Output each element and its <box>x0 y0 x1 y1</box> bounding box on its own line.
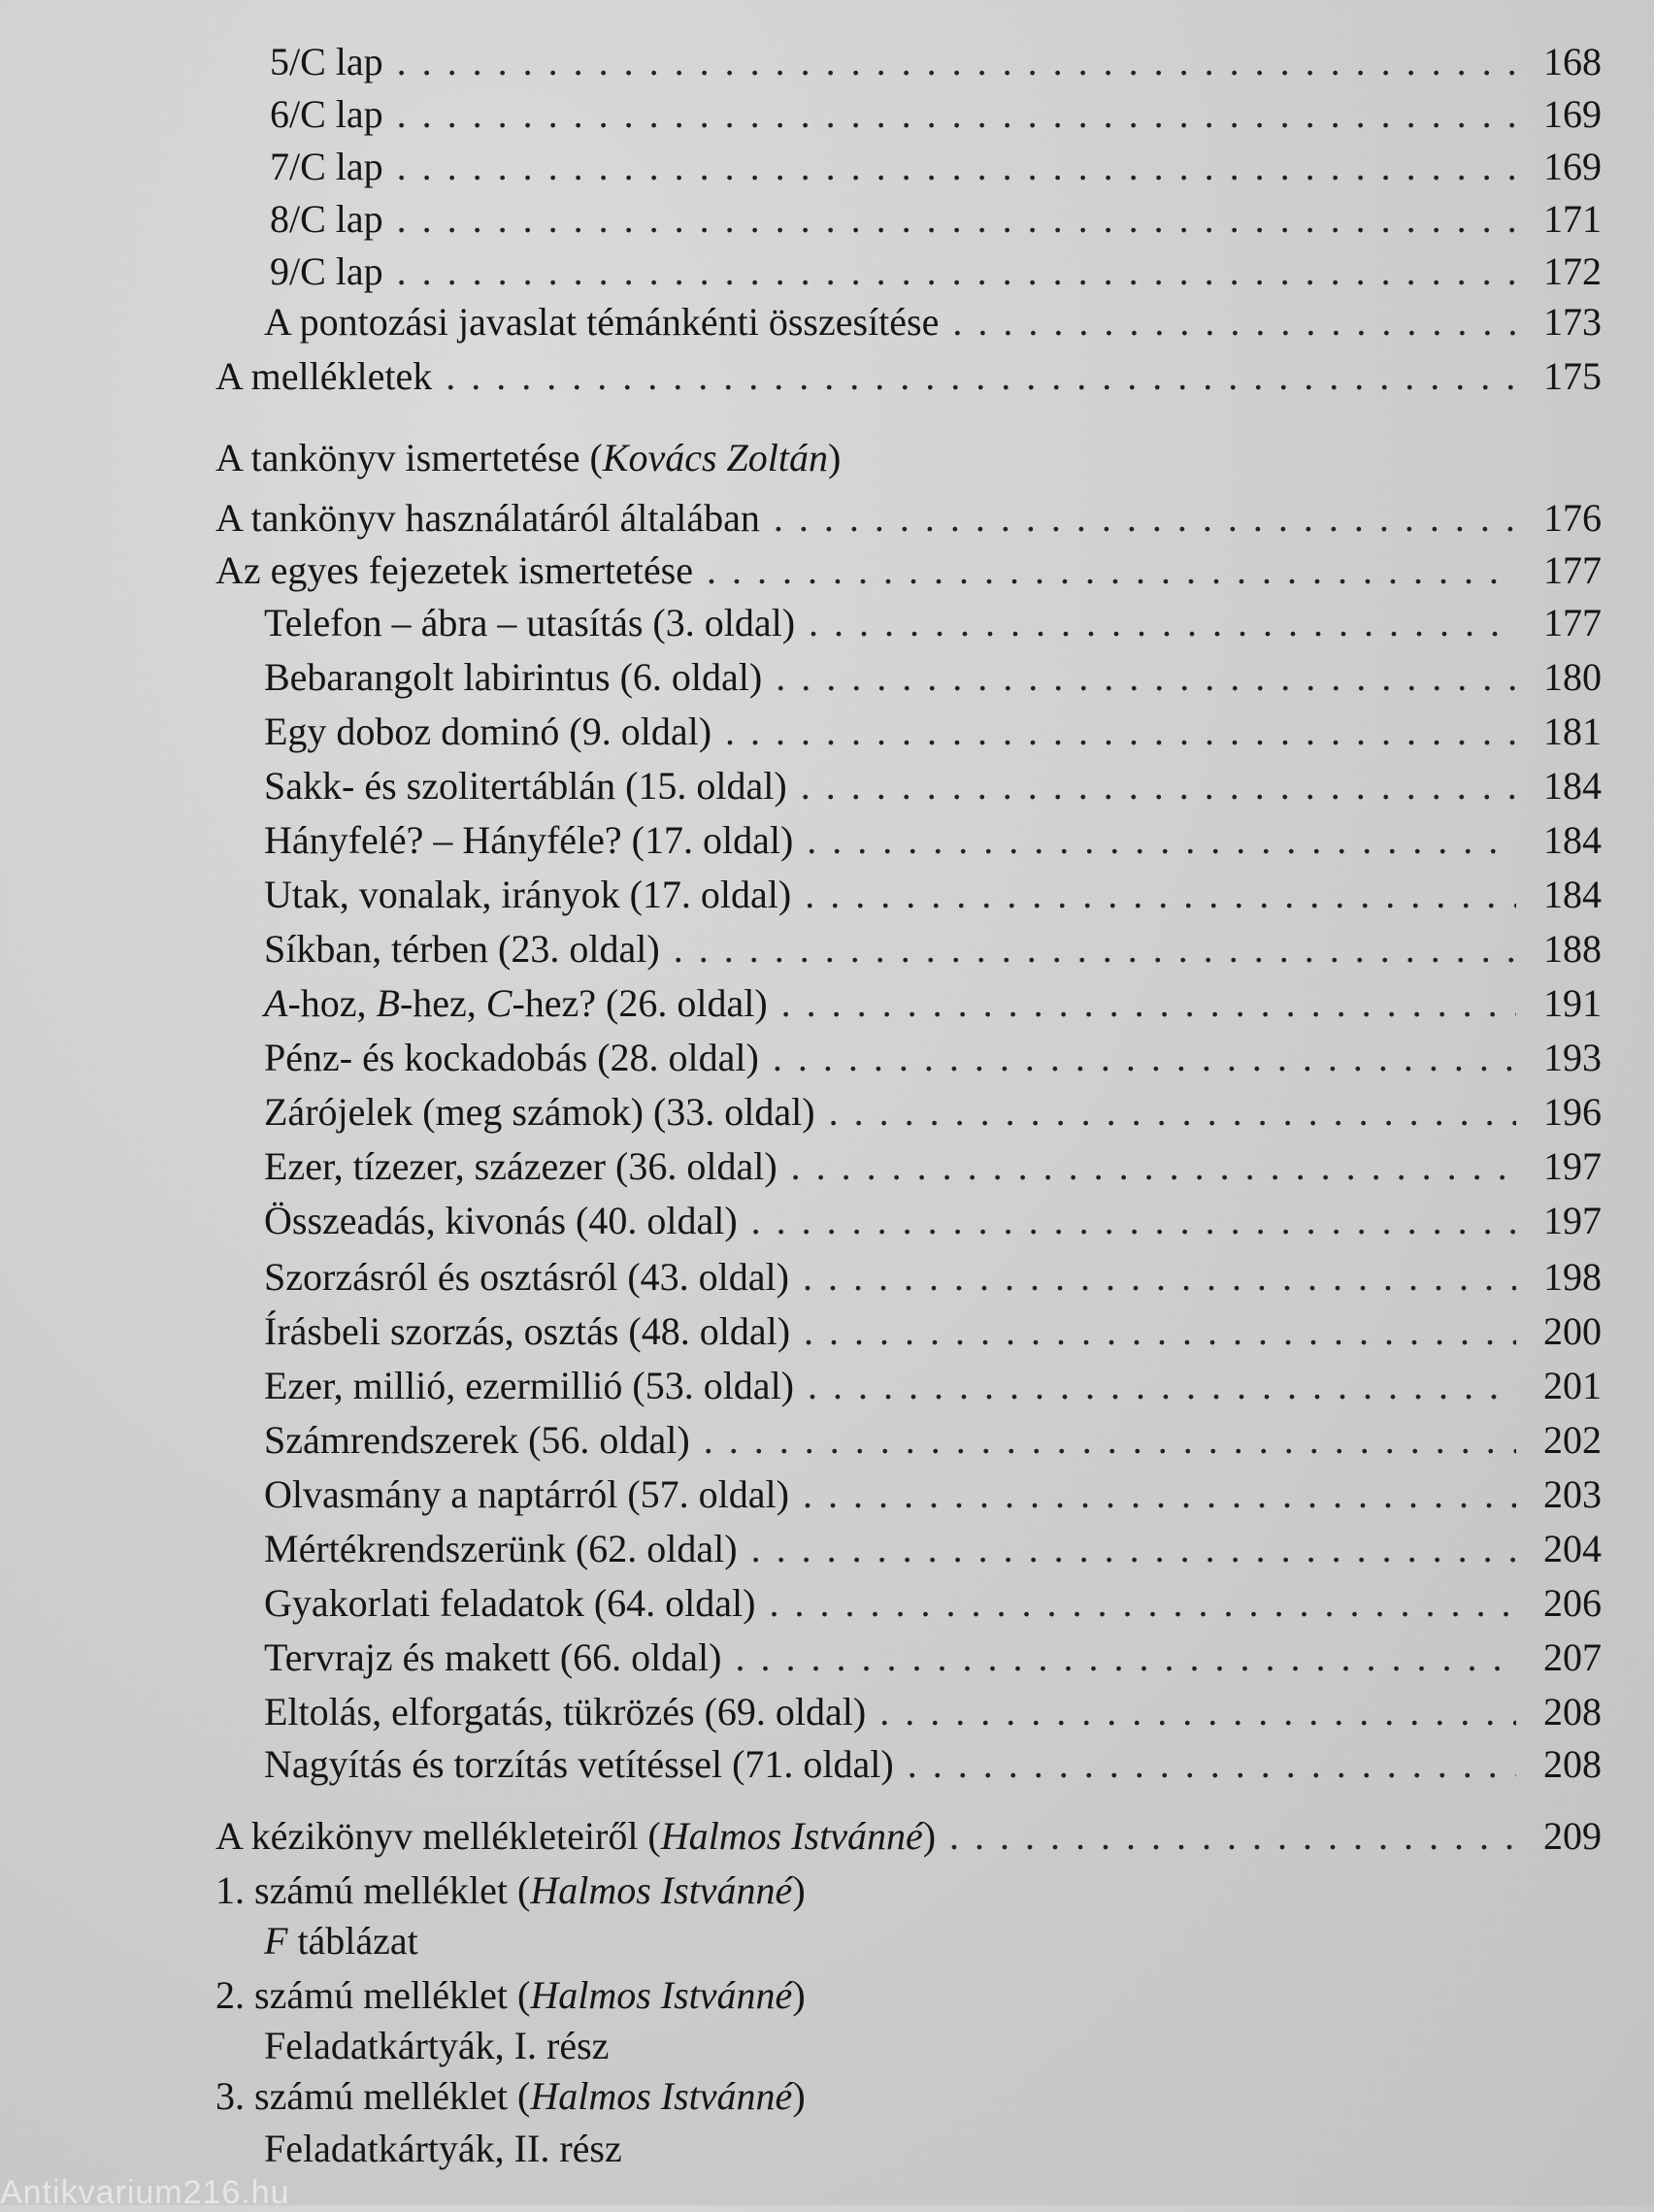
toc-entry <box>215 493 1602 544</box>
dot-leader <box>908 1739 1516 1790</box>
toc-entry <box>264 1361 1602 1411</box>
toc-entry-page: 191 <box>1543 981 1602 1025</box>
toc-entry-page: 204 <box>1543 1527 1602 1570</box>
toc-entry <box>264 1578 1602 1629</box>
toc-entry <box>215 351 1602 402</box>
dot-leader <box>781 978 1516 1029</box>
toc-entry-page: 168 <box>1543 40 1602 83</box>
toc-entry-label: Feladatkártyák, I. rész <box>264 2024 610 2067</box>
toc-entry <box>264 1306 1602 1357</box>
dot-leader <box>446 351 1516 402</box>
toc-entry <box>264 1469 1602 1520</box>
toc-entry-label: A tankönyv ismertetése (Kovács Zoltán) <box>215 436 842 479</box>
toc-entry <box>264 1739 1602 1790</box>
author-name: Halmos Istvánné <box>660 1814 923 1858</box>
dot-leader <box>735 1633 1516 1683</box>
toc-entry-label: Olvasmány a naptárról (57. oldal) <box>264 1472 789 1516</box>
toc-entry-page: 209 <box>1543 1814 1602 1858</box>
toc-entry-label: Pénz- és kockadobás (28. oldal) <box>264 1036 759 1079</box>
dot-leader <box>707 545 1516 596</box>
toc-entry <box>215 545 1602 596</box>
toc-entry-label: Zárójelek (meg számok) (33. oldal) <box>264 1090 815 1134</box>
toc-entry-page: 208 <box>1543 1742 1602 1786</box>
toc-entry <box>270 89 1602 140</box>
dot-leader <box>952 297 1516 347</box>
toc-entry-page: 177 <box>1543 548 1602 592</box>
toc-entry-page: 207 <box>1543 1635 1602 1679</box>
toc-entry <box>264 1252 1602 1303</box>
dot-leader <box>397 142 1516 192</box>
dot-leader <box>397 37 1516 87</box>
dot-leader <box>803 1469 1516 1520</box>
toc-entry-label: A mellékletek <box>215 354 433 398</box>
dot-leader <box>769 1578 1516 1629</box>
author-name: Halmos Istvánné <box>530 1868 793 1912</box>
toc-entry-label: Összeadás, kivonás (40. oldal) <box>264 1199 738 1242</box>
toc-entry-page: 197 <box>1543 1199 1602 1242</box>
toc-entry-label: 3. számú melléklet (Halmos Istvánné) <box>215 2074 806 2118</box>
dot-leader <box>751 1196 1516 1246</box>
toc-entry-label: A pontozási javaslat témánkénti összesítése <box>264 300 940 344</box>
dot-leader <box>808 1361 1516 1411</box>
toc-entry-page: 169 <box>1543 92 1602 136</box>
dot-leader <box>791 1141 1516 1192</box>
toc-entry <box>264 978 1602 1029</box>
dot-leader <box>774 493 1516 544</box>
toc-entry-label: Ezer, millió, ezermillió (53. oldal) <box>264 1364 794 1407</box>
toc-entry-page: 171 <box>1543 197 1602 241</box>
toc-entry <box>264 1033 1602 1083</box>
toc-entry-page: 184 <box>1543 764 1602 808</box>
author-name: Halmos Istvánné <box>530 2074 793 2118</box>
toc-entry <box>264 1524 1602 1574</box>
toc-entry-label: Egy doboz dominó (9. oldal) <box>264 710 712 753</box>
toc-entry-page: 169 <box>1543 145 1602 188</box>
toc-entry-label: A tankönyv használatáról általában <box>215 496 760 540</box>
toc-entry <box>264 1633 1602 1683</box>
toc-entry <box>264 297 1602 347</box>
dot-leader <box>674 924 1516 974</box>
author-name: Kovács Zoltán <box>602 436 829 479</box>
toc-entry-label: Hányfelé? – Hányféle? (17. oldal) <box>264 818 794 862</box>
toc-entry-label: Telefon – ábra – utasítás (3. oldal) <box>264 601 796 644</box>
toc-entry <box>270 142 1602 192</box>
dot-leader <box>807 815 1516 866</box>
dot-leader <box>801 761 1516 811</box>
dot-leader <box>949 1811 1516 1862</box>
toc-entry <box>264 1196 1602 1246</box>
toc-entry-label: Tervrajz és makett (66. oldal) <box>264 1635 722 1679</box>
toc-entry-page: 184 <box>1543 873 1602 916</box>
toc-entry-page: 173 <box>1543 300 1602 344</box>
toc-entry-page: 193 <box>1543 1036 1602 1079</box>
toc-entry-label: Ezer, tízezer, százezer (36. oldal) <box>264 1144 777 1188</box>
toc-entry-label: Nagyítás és torzítás vetítéssel (71. oldal) <box>264 1742 894 1786</box>
toc-entry-page: 184 <box>1543 818 1602 862</box>
toc-entry-label: 5/C lap <box>270 40 383 83</box>
toc-section-heading <box>215 433 1602 483</box>
toc-entry-label: Írásbeli szorzás, osztás (48. oldal) <box>264 1309 791 1353</box>
toc-entry-label: 2. számú melléklet (Halmos Istvánné) <box>215 1973 806 2017</box>
dot-leader <box>397 194 1516 245</box>
dot-leader <box>776 652 1516 703</box>
watermark: Antikvarium216.hu <box>0 2174 290 2211</box>
toc-entry-page: 198 <box>1543 1255 1602 1299</box>
dot-leader <box>751 1524 1516 1574</box>
toc-entry <box>264 1415 1602 1466</box>
toc-entry <box>270 247 1602 297</box>
toc-appendix-heading <box>215 1970 1602 2021</box>
toc-entry <box>264 707 1602 757</box>
toc-entry-page: 196 <box>1543 1090 1602 1134</box>
toc-entry-page: 208 <box>1543 1690 1602 1733</box>
dot-leader <box>809 598 1516 648</box>
toc-appendix-heading <box>215 2071 1602 2122</box>
toc-entry-page: 188 <box>1543 927 1602 971</box>
toc-entry-label: Gyakorlati feladatok (64. oldal) <box>264 1581 756 1625</box>
toc-entry <box>264 761 1602 811</box>
toc-entry-page: 176 <box>1543 496 1602 540</box>
toc-appendix-item <box>264 1916 1602 1966</box>
toc-entry-page: 201 <box>1543 1364 1602 1407</box>
toc-entry-label: F táblázat <box>264 1919 418 1963</box>
toc-entry-page: 175 <box>1543 354 1602 398</box>
toc-appendix-item <box>264 2124 1602 2174</box>
dot-leader <box>704 1415 1516 1466</box>
dot-leader <box>805 870 1516 920</box>
toc-entry-label: 9/C lap <box>270 249 383 293</box>
dot-leader <box>829 1087 1516 1138</box>
dot-leader <box>397 247 1516 297</box>
toc-entry-label: 1. számú melléklet (Halmos Istvánné) <box>215 1868 806 1912</box>
dot-leader <box>804 1306 1516 1357</box>
toc-entry <box>264 870 1602 920</box>
toc-entry-label: A kézikönyv mellékleteiről (Halmos Istvánné) <box>215 1814 937 1858</box>
toc-entry-label: Síkban, térben (23. oldal) <box>264 927 660 971</box>
dot-leader <box>397 89 1516 140</box>
toc-entry-page: 181 <box>1543 710 1602 753</box>
dot-leader <box>879 1687 1516 1737</box>
toc-entry-label: 7/C lap <box>270 145 383 188</box>
toc-entry-page: 177 <box>1543 601 1602 644</box>
toc-entry <box>264 815 1602 866</box>
toc-entry <box>264 1141 1602 1192</box>
toc-entry-page: 180 <box>1543 655 1602 699</box>
toc-entry <box>270 37 1602 87</box>
dot-leader <box>773 1033 1516 1083</box>
toc-entry-page: 200 <box>1543 1309 1602 1353</box>
toc-entry-label: Mértékrendszerünk (62. oldal) <box>264 1527 738 1570</box>
toc-entry-label: Sakk- és szolitertáblán (15. oldal) <box>264 764 787 808</box>
toc-entry <box>264 598 1602 648</box>
toc-entry-page: 172 <box>1543 249 1602 293</box>
toc-entry <box>264 1687 1602 1737</box>
toc-entry-label: Utak, vonalak, irányok (17. oldal) <box>264 873 792 916</box>
toc-appendix-item <box>264 2021 1602 2071</box>
toc-entry-page: 202 <box>1543 1418 1602 1462</box>
toc-entry <box>215 1811 1602 1862</box>
toc-entry <box>270 194 1602 245</box>
dot-leader <box>803 1252 1516 1303</box>
toc-entry-label: 6/C lap <box>270 92 383 136</box>
toc-entry-label: Az egyes fejezetek ismertetése <box>215 548 693 592</box>
toc-entry-label: A-hoz, B-hez, C-hez? (26. oldal) <box>264 981 768 1025</box>
toc-entry-label: 8/C lap <box>270 197 383 241</box>
toc-entry <box>264 652 1602 703</box>
dot-leader <box>725 707 1516 757</box>
toc-entry-page: 197 <box>1543 1144 1602 1188</box>
toc-entry-label: Számrendszerek (56. oldal) <box>264 1418 690 1462</box>
toc-entry-page: 203 <box>1543 1472 1602 1516</box>
toc-entry-label: Feladatkártyák, II. rész <box>264 2127 622 2170</box>
toc-entry-page: 206 <box>1543 1581 1602 1625</box>
toc-appendix-heading <box>215 1865 1602 1916</box>
toc-entry-label: Szorzásról és osztásról (43. oldal) <box>264 1255 789 1299</box>
toc-entry <box>264 1087 1602 1138</box>
author-name: Halmos Istvánné <box>530 1973 793 2017</box>
toc-entry-label: Bebarangolt labirintus (6. oldal) <box>264 655 763 699</box>
toc-entry-label: Eltolás, elforgatás, tükrözés (69. oldal) <box>264 1690 867 1733</box>
toc-entry <box>264 924 1602 974</box>
